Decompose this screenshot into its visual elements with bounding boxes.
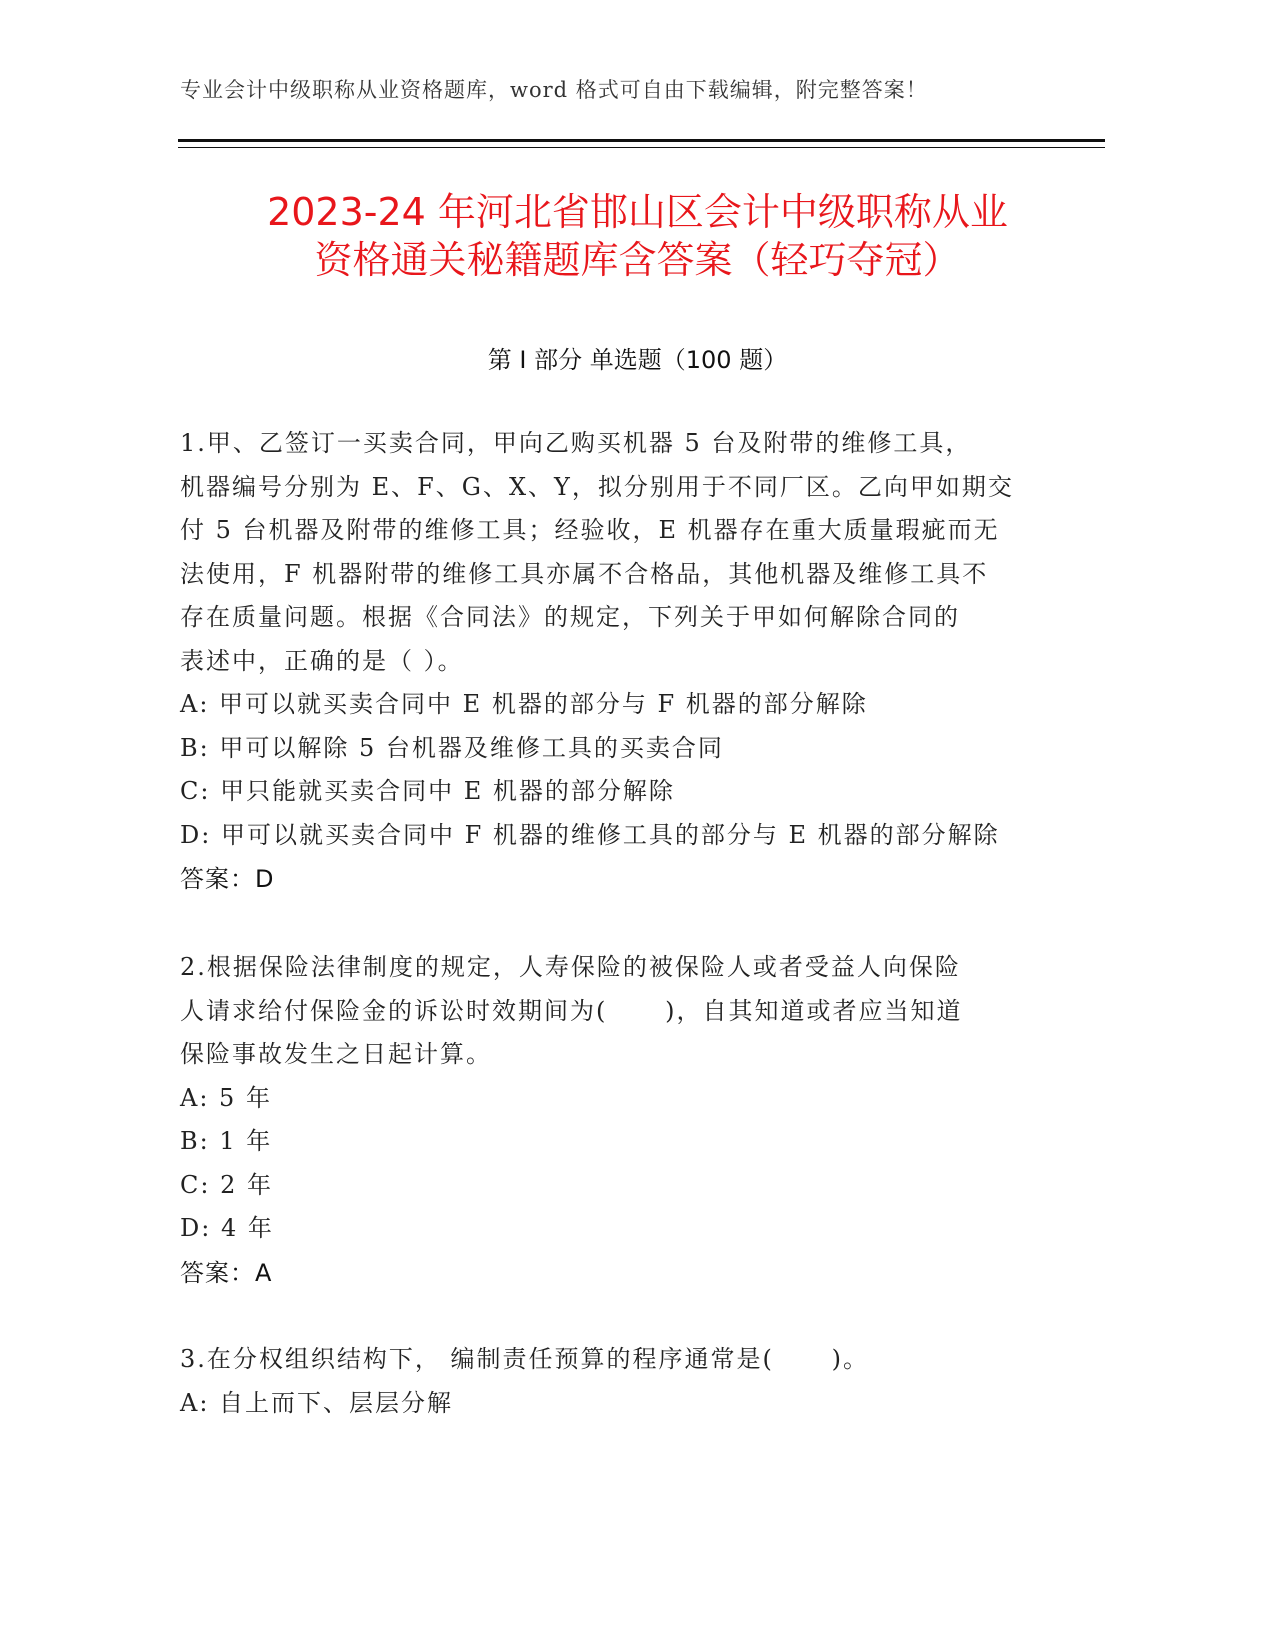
question-1 bbox=[180, 422, 1040, 901]
title-line-2: 资格通关秘籍题库含答案（轻巧夺冠） bbox=[314, 238, 961, 282]
answer: 答案：D bbox=[180, 865, 275, 893]
option-d: D: 4 年 bbox=[180, 1214, 274, 1242]
question-line: 人请求给付保险金的诉讼时效期间为( )，自其知道或者应当知道 bbox=[180, 996, 963, 1025]
document-title bbox=[150, 188, 1125, 284]
question-line: 付 5 台机器及附带的维修工具；经验收，E 机器存在重大质量瑕疵而无 bbox=[180, 516, 1000, 544]
option-b: B: 1 年 bbox=[180, 1127, 273, 1155]
question-line: 法使用，F 机器附带的维修工具亦属不合格品，其他机器及维修工具不 bbox=[180, 559, 989, 588]
option-a: A: 自上而下、层层分解 bbox=[180, 1388, 454, 1417]
section-heading: 第 I 部分 单选题（100 题） bbox=[487, 346, 788, 374]
question-3 bbox=[180, 1338, 1040, 1425]
question-line: 存在质量问题。根据《合同法》的规定，下列关于甲如何解除合同的 bbox=[180, 603, 960, 631]
header-rule-thick bbox=[178, 139, 1105, 142]
header-rule-thin bbox=[178, 147, 1105, 148]
question-3-text bbox=[180, 1338, 1040, 1382]
option-d: D: 甲可以就买卖合同中 F 机器的维修工具的部分与 E 机器的部分解除 bbox=[180, 820, 1000, 849]
question-line: 机器编号分别为 E、F、G、X、Y，拟分别用于不同厂区。乙向甲如期交 bbox=[180, 472, 1014, 501]
question-line: 表述中，正确的是（ ）。 bbox=[180, 646, 464, 675]
option-a: A: 甲可以就买卖合同中 E 机器的部分与 F 机器的部分解除 bbox=[180, 690, 868, 718]
title-line-1: 2023-24 年河北省邯山区会计中级职称从业 bbox=[267, 190, 1008, 234]
option-c: C: 2 年 bbox=[180, 1170, 273, 1199]
option-b: B: 甲可以解除 5 台机器及维修工具的买卖合同 bbox=[180, 733, 724, 762]
page-header: 专业会计中级职称从业资格题库，word 格式可自由下载编辑，附完整答案！ bbox=[180, 78, 928, 102]
question-line: 1.甲、乙签订一买卖合同，甲向乙购买机器 5 台及附带的维修工具， bbox=[180, 429, 972, 457]
question-line: 3.在分权组织结构下， 编制责任预算的程序通常是( )。 bbox=[180, 1345, 870, 1373]
question-1-text bbox=[180, 422, 1040, 683]
question-2-text bbox=[180, 946, 1040, 1077]
option-a: A: 5 年 bbox=[180, 1083, 272, 1112]
question-line: 保险事故发生之日起计算。 bbox=[180, 1040, 492, 1068]
question-line: 2.根据保险法律制度的规定，人寿保险的被保险人或者受益人向保险 bbox=[180, 953, 961, 981]
question-2 bbox=[180, 946, 1040, 1295]
option-c: C: 甲只能就买卖合同中 E 机器的部分解除 bbox=[180, 777, 675, 805]
answer: 答案：A bbox=[180, 1258, 273, 1287]
